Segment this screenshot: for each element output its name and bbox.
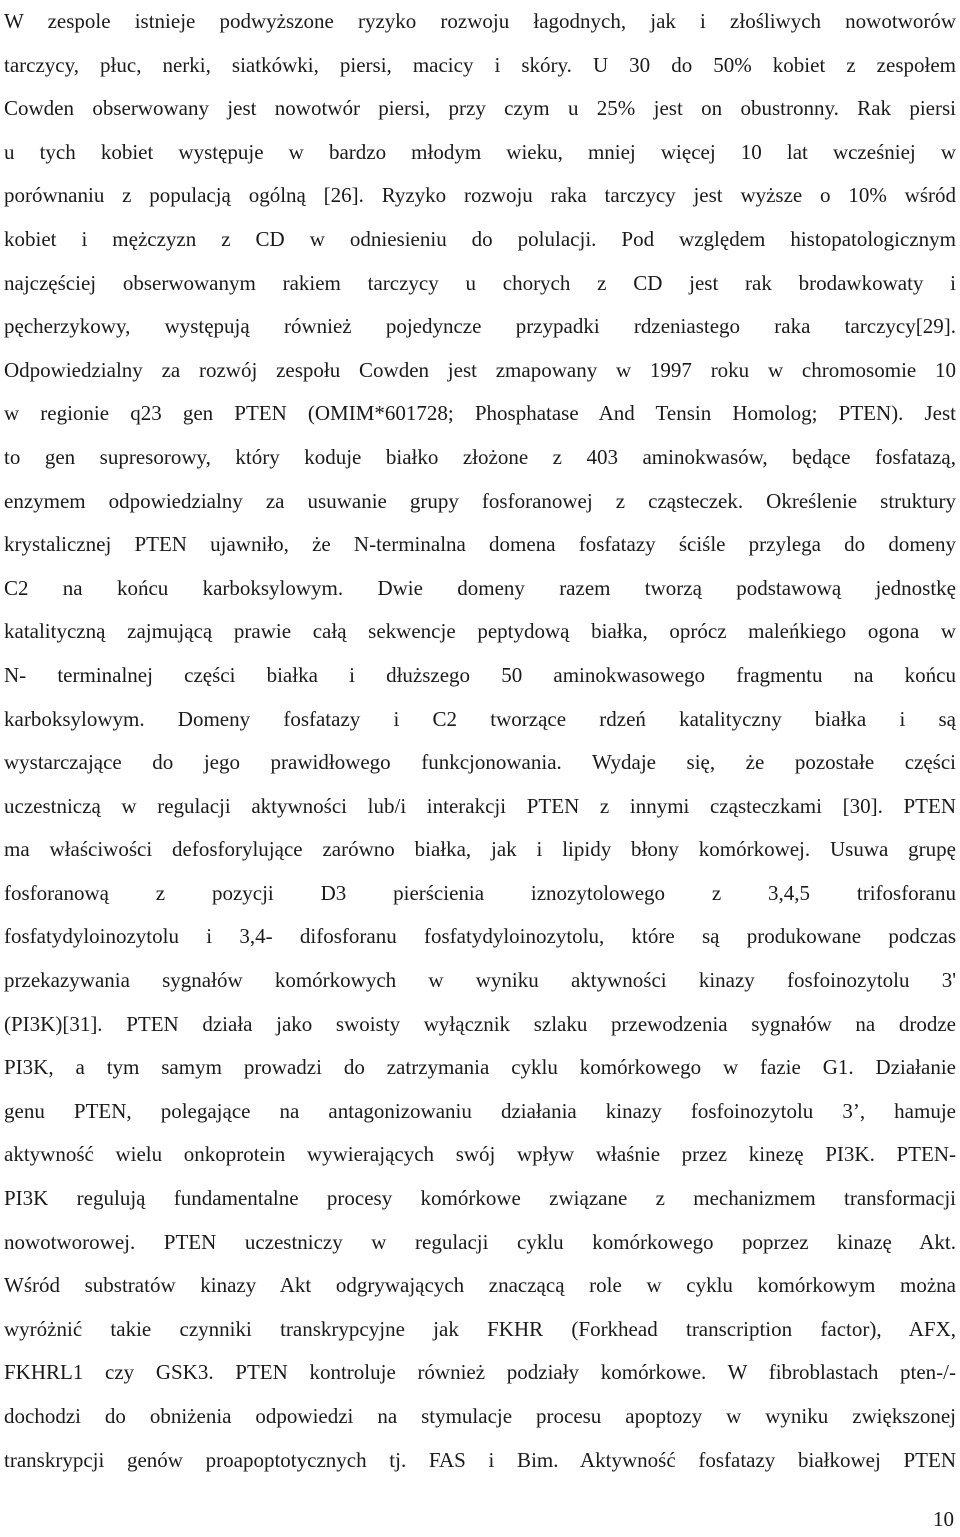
text-line: w regionie q23 gen PTEN (OMIM*601728; Phosphatase And Tensin Homolog; PTEN). Jest: [4, 401, 956, 426]
text-line: nowotworowej. PTEN uczestniczy w regulacji cyklu komórkowego poprzez kinazę Akt.: [4, 1229, 956, 1254]
text-line: u tych kobiet występuje w bardzo młodym wieku, mniej więcej 10 lat wcześniej w: [4, 139, 956, 164]
text-line: wystarczające do jego prawidłowego funkcjonowania. Wydaje się, że pozostałe części: [4, 750, 956, 775]
text-line: C2 na końcu karboksylowym. Dwie domeny razem tworzą podstawową jednostkę: [4, 575, 956, 600]
text-line: kobiet i mężczyzn z CD w odniesieniu do polulacji. Pod względem histopatologicznym: [4, 226, 956, 251]
page-number: 10: [933, 1507, 954, 1531]
text-line: genu PTEN, polegające na antagonizowaniu działania kinazy fosfoinozytolu 3’, hamuje: [4, 1098, 956, 1123]
text-line: pęcherzykowy, występują również pojedyncze przypadki rdzeniastego raka tarczycy[29].: [4, 314, 956, 339]
text-line: fosforanową z pozycji D3 pierścienia iznozytolowego z 3,4,5 trifosforanu: [4, 880, 956, 905]
text-line: enzymem odpowiedzialny za usuwanie grupy fosforanowej z cząsteczek. Określenie struktury: [4, 488, 956, 513]
text-line: Odpowiedzialny za rozwój zespołu Cowden jest zmapowany w 1997 roku w chromosomie 10: [4, 357, 956, 382]
text-line: N- terminalnej części białka i dłuższego 50 aminokwasowego fragmentu na końcu: [4, 662, 956, 687]
text-line: W zespole istnieje podwyższone ryzyko rozwoju łagodnych, jak i złośliwych nowotworów: [4, 9, 956, 33]
text-line: Cowden obserwowany jest nowotwór piersi, przy czym u 25% jest on obustronny. Rak piersi: [4, 96, 956, 121]
text-line: porównaniu z populacją ogólną [26]. Ryzyko rozwoju raka tarczycy jest wyższe o 10% wśród: [4, 183, 956, 208]
text-line: to gen supresorowy, który koduje białko złożone z 403 aminokwasów, będące fosfatazą,: [4, 444, 956, 469]
text-line: Wśród substratów kinazy Akt odgrywających znaczącą role w cyklu komórkowym można: [4, 1273, 956, 1298]
text-line: przekazywania sygnałów komórkowych w wyniku aktywności kinazy fosfoinozytolu 3': [4, 968, 956, 993]
text-line: wyróżnić takie czynniki transkrypcyjne jak FKHR (Forkhead transcription factor), AFX,: [4, 1316, 956, 1341]
text-line: PI3K regulują fundamentalne procesy komórkowe związane z mechanizmem transformacji: [4, 1186, 956, 1211]
text-line: transkrypcji genów proapoptotycznych tj. FAS i Bim. Aktywność fosfatazy białkowej PTEN: [4, 1447, 956, 1472]
text-line: krystalicznej PTEN ujawniło, że N-terminalna domena fosfatazy ściśle przylega do domeny: [4, 532, 956, 557]
text-line: dochodzi do obniżenia odpowiedzi na stymulacje procesu apoptozy w wyniku zwiększonej: [4, 1404, 956, 1428]
body-paragraph: [4, 0, 956, 1482]
text-line: fosfatydyloinozytolu i 3,4- difosforanu fosfatydyloinozytolu, które są produkowane podczas: [4, 924, 956, 949]
text-line: FKHRL1 czy GSK3. PTEN kontroluje również podziały komórkowe. W fibroblastach pten-/-: [4, 1360, 956, 1385]
text-line: aktywność wielu onkoprotein wywierających swój wpływ właśnie przez kinezę PI3K. PTEN-: [4, 1142, 956, 1167]
text-line: ma właściwości defosforylujące zarówno białka, jak i lipidy błony komórkowej. Usuwa grupę: [4, 837, 956, 862]
text-line: tarczycy, płuc, nerki, siatkówki, piersi, macicy i skóry. U 30 do 50% kobiet z zespołem: [4, 52, 956, 77]
text-line: uczestniczą w regulacji aktywności lub/i interakcji PTEN z innymi cząsteczkami [30]. PTEN: [4, 793, 956, 818]
text-line: PI3K, a tym samym prowadzi do zatrzymania cyklu komórkowego w fazie G1. Działanie: [4, 1055, 956, 1080]
text-line: (PI3K)[31]. PTEN działa jako swoisty wyłącznik szlaku przewodzenia sygnałów na drodze: [4, 1011, 956, 1036]
text-line: najczęściej obserwowanym rakiem tarczycy u chorych z CD jest rak brodawkowaty i: [4, 270, 956, 295]
text-line: katalityczną zajmującą prawie całą sekwencje peptydową białka, oprócz maleńkiego ogona w: [4, 619, 956, 644]
text-line: karboksylowym. Domeny fosfatazy i C2 tworzące rdzeń katalityczny białka i są: [4, 706, 956, 731]
